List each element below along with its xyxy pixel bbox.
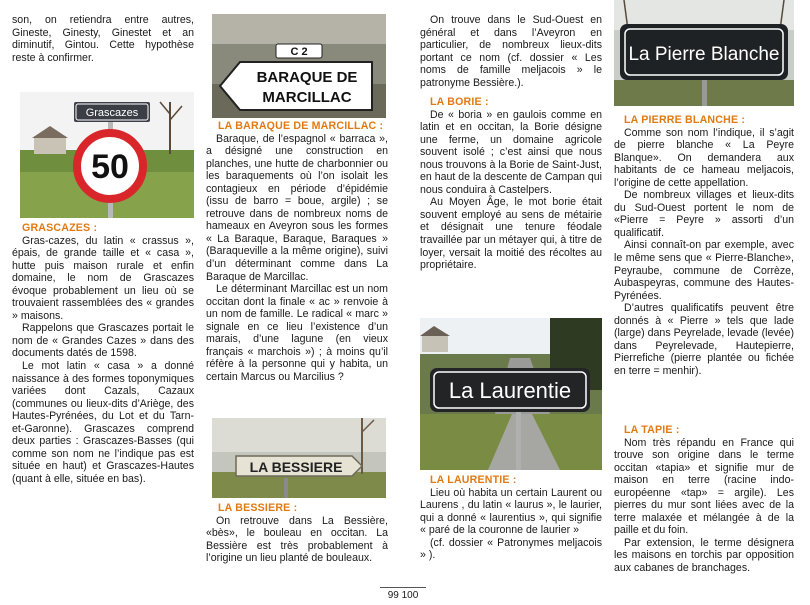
baraque-heading: LA BARAQUE DE MARCILLAC : — [218, 120, 384, 132]
pierre-section — [614, 114, 794, 377]
tapie-p1: Nom très répandu en France qui trouve son origine dans le terme occitan «tapia» et signifie mur de maison en terre (racine indo-européenne «tap» = argile). Les pierres du mur sont liées avec de la terre malaxée et mélangée à de la paille et du foin. — [614, 436, 794, 537]
borie-p1: De « boria » en gaulois comme en latin et en occitan, la Borie désigne une ferme, un domaine agricole souvent isolé ; c’est ainsi que nous nous trouvons à la Borie de Saint-Just, en haut de la descente de Campan qui nous conduira à Castelpers. — [420, 108, 602, 196]
tapie-p2: Par extension, le terme désignera les maisons en torchis par opposition aux cabanes de branchages. — [614, 536, 794, 575]
grascazes-sign-illustration — [20, 92, 194, 218]
grascazes-section — [12, 222, 194, 485]
borie-p2: Au Moyen Âge, le mot borie était souvent employé au sens de métairie et désignait une tenure féodale travaillée par un métayer qui, à titre de loyer, versait la moitié des récoltes au propriétaire. — [420, 196, 602, 272]
borie-heading: LA BORIE : — [430, 96, 489, 108]
laurentie-sign-illustration — [420, 318, 602, 470]
col1-intro: son, on retiendra entre autres, Gineste, Ginesty, Ginestet et an diminutif, Gintou. Cette hypothèse reste à confirmer. — [12, 14, 194, 64]
baraque-sign-line2: MARCILLAC — [262, 89, 352, 106]
pierre-p3: Ainsi connaît-on par exemple, avec le même sens que « Pierre-Blanche», Peyraube, commune de Corrèze, Aubaspeyras, commune des Hautes-Pyrénées. — [614, 239, 794, 302]
baraque-sign-illustration — [212, 14, 386, 118]
col3-intro: On trouve dans le Sud-Ouest en général et dans l’Aveyron en particulier, de nombreux lieux-dits portant ce nom (cf. dossier « Les noms de famille meljacois » le patronyme Bessière.). — [420, 14, 602, 89]
column-1 — [12, 0, 194, 485]
pierre-heading: LA PIERRE BLANCHE : — [624, 114, 746, 126]
photo-pierre-blanche — [614, 0, 794, 106]
laurentie-p1: Lieu où habita un certain Laurent ou Laurens , du latin « laurus », le laurier, qui a donné « laurentius », qui signifie « paré de la couronne de laurier » — [420, 486, 602, 537]
borie-section — [420, 96, 602, 272]
grascazes-heading: GRASCAZES : — [22, 222, 98, 234]
photo-grascazes — [20, 92, 194, 218]
bessiere-sign-illustration — [212, 418, 386, 498]
bessiere-heading: LA BESSIERE : — [218, 502, 298, 514]
baraque-sign-line1: BARAQUE DE — [256, 69, 358, 86]
laurentie-p2: (cf. dossier « Patronymes meljacois » ). — [420, 536, 602, 562]
pierre-sign-illustration — [614, 0, 794, 106]
pierre-p1: Comme son nom l’indique, il s’agit de pierre blanche « La Peyre Blanque». On demandera aux habitants de ce hameau meljacois, l’origine de cette appellation. — [614, 126, 794, 189]
pierre-sign-text: La Pierre Blanche — [628, 44, 780, 65]
baraque-p1: Baraque, de l’espagnol « barraca », a désigné une construction en planches, une hutte de charbonnier ou les baraquements où l’on isolait les contagieux en période d’épidémie (issu de barro = boue, argile) ; se retrouve dans de nombreux noms de hameaux en Aveyron sous les formes « La Baraque, Baraque, Baraques » (Baraqueville a la même origine), suivi d’un déterminant comme dans La Baraque de Marcillac. — [206, 132, 388, 283]
speed-limit-text: 50 — [91, 148, 129, 186]
baraque-section — [206, 120, 388, 383]
grascazes-p3: Le mot latin « casa » a donné naissance à des formes toponymiques variées dont Cazals, Cazaux (communes ou lieux-dits d’Ariège, des Hautes-Pyrénées, du Lot et du Tarn-et-Garonne). Grascazes comprend deux parties : Grascazes-Basses (qui comme son nom ne l’indique pas est située en haut) et Grascazes-Hautes (quant à elle, située en bas). — [12, 360, 194, 485]
photo-laurentie — [420, 318, 602, 470]
photo-baraque-marcillac — [212, 14, 386, 118]
laurentie-section — [420, 474, 602, 562]
tapie-section — [614, 424, 794, 575]
tapie-heading: LA TAPIE : — [624, 424, 680, 436]
grascazes-sign-text: Grascazes — [85, 107, 139, 119]
pierre-p2: De nombreux villages et lieux-dits du Sud-Ouest portent le nom de «Pierre = Peyre » assorti d’un qualificatif. — [614, 189, 794, 239]
laurentie-sign-text: La Laurentie — [448, 378, 572, 403]
pierre-p4: D’autres qualificatifs peuvent être donnés à « Pierre » tels que lade (large) dans Peyrelade, levade (levée) dans Peyrelevade, Hautepierre, Pierrefiche (pierre plantée ou fichée en terre = menhir). — [614, 302, 794, 377]
baraque-p2: Le déterminant Marcillac est un nom occitan dont la finale « ac » renvoie à un nom de famille. Le radical « marc » signale en ce lieu l’existence d’un marais, d’une lagune (en vieux français « marchois ») ; à moins qu’il réfère à la personne qui y habita, un certain Marcus ou Marcilius ? — [206, 283, 388, 383]
grascazes-p1: Gras-cazes, du latin « crassus », épais, de grande taille et « casa », hutte puis maison rurale et enfin domaine, le nom de Grascazes évoque probablement un lieu où se trouvaient rassemblées des « grandes » maisons. — [12, 234, 194, 322]
road-number-text: C 2 — [290, 46, 308, 58]
page-numbers: 99 100 — [380, 587, 426, 602]
bessiere-p1: On retrouve dans La Bessière, «bès», le bouleau en occitan. La Bessière est très probablement à l’origine un lieu planté de bouleaux. — [206, 514, 388, 565]
grascazes-p2: Rappelons que Grascazes portait le nom de « Grandes Cazes » dans des documents datés de 1598. — [12, 322, 194, 360]
photo-bessiere — [212, 418, 386, 498]
laurentie-heading: LA LAURENTIE : — [430, 474, 517, 486]
column-3 — [420, 0, 602, 562]
bessiere-section — [206, 502, 388, 565]
bessiere-sign-text: LA BESSIERE — [249, 459, 343, 475]
